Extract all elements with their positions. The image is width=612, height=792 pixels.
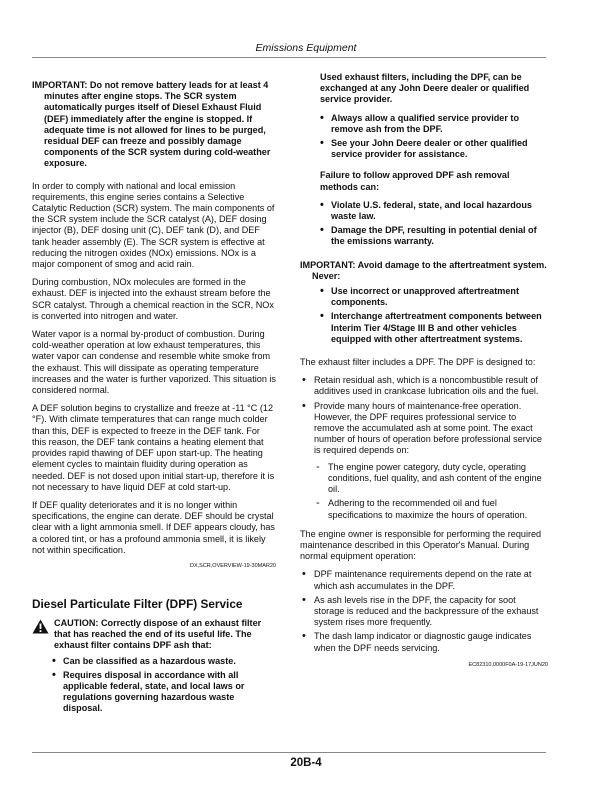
header-rule — [32, 57, 546, 58]
section-title: Diesel Particulate Filter (DPF) Service — [32, 596, 243, 611]
paragraph-scr-overview: In order to comply with national and local emission requirements, this engine series contains a Selective Catalytic Reduction (SCR) system. The main components of the SCR system include the SCR catalyst (A), DEF dosing injector (B), DEF dosing unit (C), DEF tank (D), and DEF tank header assembly (E). The SCR system is effective at reducing the nitrogen oxides (NOx) emissions. NOx is a major component of smog and acid rain. — [32, 180, 275, 270]
page-number: 20B-4 — [290, 757, 322, 769]
list-item: • See your John Deere dealer or other qualified service provider for assistance. — [331, 138, 548, 160]
owner-text: The engine owner is responsible for performing the required maintenance described in this Operator's Manual. During normal equipment operation: — [300, 528, 542, 562]
important-notice-aftertreatment: IMPORTANT: Avoid damage to the aftertreatment system. Never: — [300, 259, 547, 281]
paragraph-def-freeze: A DEF solution begins to crystallize and freeze at -11 °C (12 °F). With climate temperatures that can range much colder than this, DEF is expected to freeze in the DEF tank. For this reason, the DEF tank contains a heating element that provides rapid thawing of DEF upon start-up. The heating element cycles to maintain fluidity during operation as needed. DEF is not dosed upon initial start-up, therefore it is not necessary to have liquid DEF at cold start-up. — [32, 403, 275, 492]
paragraph-water-vapor: Water vapor is a normal by-product of combustion. During cold-weather operation at low exhaust temperatures, this water vapor can condense and resemble white smoke from the exhaust. This will dissipate as operating temperature increases and the water is further vaporized. This situation is considered normal. — [32, 329, 276, 396]
reference-code: EC82310,0000F0A-19-17JUN20 — [468, 661, 548, 668]
warning-triangle-icon — [32, 619, 49, 634]
failure-text: Failure to follow approved DPF ash removal methods can: — [320, 170, 510, 192]
list-item: • Violate U.S. federal, state, and local hazardous waste law. — [331, 200, 548, 222]
dash-list — [300, 462, 548, 521]
list-item: • Always allow a qualified service provider to remove ash from the DPF. — [331, 113, 548, 135]
list-item: • As ash levels rise in the DPF, the capacity for soot storage is reduced and the backpressure of the exhaust system rises more frequently. — [314, 595, 548, 629]
dash-item: - Adhering to the recommended oil and fuel specifications to maximize the hours of operation. — [328, 498, 548, 520]
list-item: • Interchange aftertreatment components between Interim Tier 4/Stage III B and other vehicles equipped with other aftertreatment systems. — [331, 311, 548, 345]
list-item — [314, 401, 548, 521]
dash-item: - The engine power category, duty cycle, operating conditions, fuel quality, and ash content of the engine oil. — [328, 462, 548, 496]
used-filters-list — [300, 113, 548, 161]
dpf-intro: The exhaust filter includes a DPF. The DPF is designed to: — [300, 357, 536, 368]
failure-list — [300, 200, 548, 248]
list-item: • Use incorrect or unapproved aftertreatment components. — [331, 286, 548, 308]
used-filters-text: Used exhaust filters, including the DPF, can be exchanged at any John Deere dealer or qualified service provider. — [320, 72, 530, 105]
caution-block — [32, 618, 276, 652]
list-item: • The dash lamp indicator or diagnostic gauge indicates when the DPF needs servicing. — [314, 631, 548, 653]
footer-rule — [32, 752, 546, 753]
dpf-list — [300, 375, 548, 520]
list-item-text: Provide many hours of maintenance-free operation. However, the DPF requires professional service to remove the accumulated ash at some point. The exact number of hours of operation before professional service is required depends on: — [314, 400, 542, 456]
list-item: • Damage the DPF, resulting in potential denial of the emissions warranty. — [331, 225, 548, 247]
reference-code: DX,SCR,OVERVIEW-19-30MAR20 — [190, 562, 276, 569]
right-column — [300, 72, 548, 669]
caution-text: CAUTION: Correctly dispose of an exhaust filter that has reached the end of its useful life. The exhaust filter contains DPF ash that: — [54, 617, 262, 651]
paragraph-def-quality: If DEF quality deteriorates and it is no longer within specifications, the engine can derate. DEF should be crystal clear with a light ammonia smell. If DEF appears cloudy, has a colored tint, or has a profound ammonia smell, it is likely not within specification. — [32, 499, 275, 555]
left-column — [32, 80, 276, 723]
list-item: • Can be classified as a hazardous waste. — [63, 656, 276, 667]
running-header: Emissions Equipment — [255, 42, 357, 54]
important-notice-battery: IMPORTANT: Do not remove battery leads for at least 4 minutes after engine stops. The SCR system automatically purges itself of Diesel Exhaust Fluid (DEF) immediately after the engine is stopped. If adequate time is not allowed for lines to be purged, residual DEF can freeze and possibly damage components of the SCR system during cold-weather exposure. — [32, 80, 271, 169]
list-item: • Retain residual ash, which is a noncombustible result of additives used in crankcase lubrication oils and the fuel. — [314, 375, 548, 397]
list-item: • Requires disposal in accordance with all applicable federal, state, and local laws or regulations governing hazardous waste disposal. — [63, 670, 276, 715]
caution-list — [32, 656, 276, 715]
paragraph-combustion: During combustion, NOx molecules are formed in the exhaust. DEF is injected into the exhaust stream before the SCR catalyst. Through a chemical reaction in the SCR, NOx is converted into nitrogen and water. — [32, 277, 274, 321]
owner-list — [300, 569, 548, 653]
list-item: • DPF maintenance requirements depend on the rate at which ash accumulates in the DPF. — [314, 569, 548, 591]
never-list — [300, 286, 548, 345]
